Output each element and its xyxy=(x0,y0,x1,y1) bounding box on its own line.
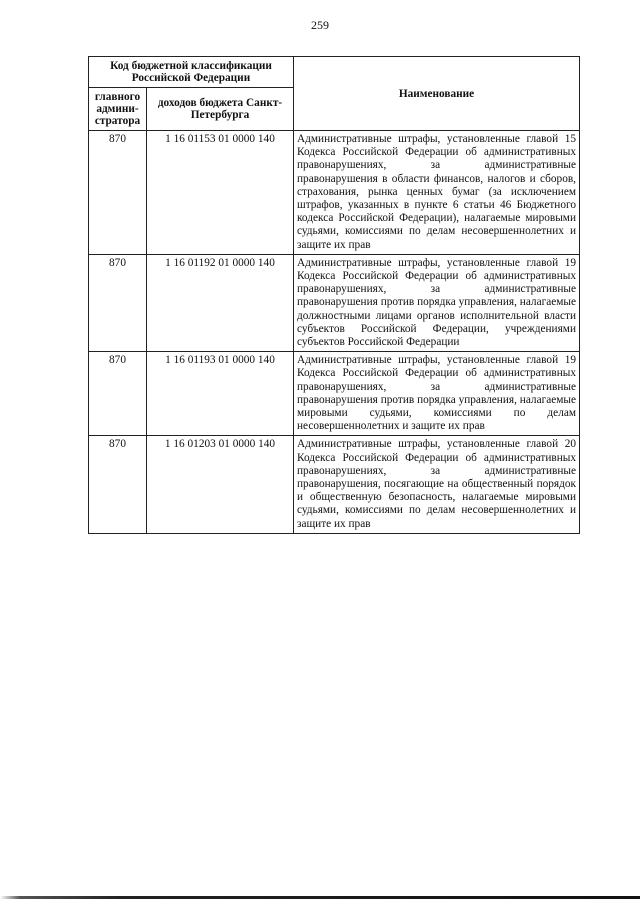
admin-code-cell: 870 xyxy=(89,352,147,436)
admin-code-cell: 870 xyxy=(89,131,147,255)
revenue-code-cell: 1 16 01153 01 0000 140 xyxy=(147,131,294,255)
header-budget-revenue-code: доходов бюджета Санкт-Петербурга xyxy=(147,88,294,131)
table-header-row xyxy=(89,57,580,88)
name-cell: Административные штрафы, установленные главой 20 Кодекса Российской Федерации об административных правонарушениях, за административные правонарушения, посягающие на общественный порядок и общественную безопасность, налагаемые мировыми судьями, комиссиями по делам несовершеннолетних и защите их прав xyxy=(294,436,580,533)
revenue-code-cell: 1 16 01203 01 0000 140 xyxy=(147,436,294,533)
revenue-code-cell: 1 16 01193 01 0000 140 xyxy=(147,352,294,436)
page-number: 259 xyxy=(311,18,329,32)
table-row xyxy=(89,352,580,436)
admin-code-cell: 870 xyxy=(89,436,147,533)
header-name: Наименование xyxy=(294,57,580,131)
admin-code-cell: 870 xyxy=(89,254,147,351)
name-cell: Административные штрафы, установленные главой 15 Кодекса Российской Федерации об административных правонарушениях, за административные правонарушения в области финансов, налогов и сборов, страхования, рынка ценных бумаг (за исключением штрафов, указанных в пункте 6 статьи 46 Бюджетного кодекса Российской Федерации), налагаемые мировыми судьями, комиссиями по делам несовершеннолетних и защите их прав xyxy=(294,131,580,255)
revenue-code-cell: 1 16 01192 01 0000 140 xyxy=(147,254,294,351)
table-row xyxy=(89,131,580,255)
name-cell: Административные штрафы, установленные главой 19 Кодекса Российской Федерации об административных правонарушениях, за административные правонарушения против порядка управления, налагаемые мировыми судьями, комиссиями по делам несовершеннолетних и защите их прав xyxy=(294,352,580,436)
budget-classification-table xyxy=(88,56,580,534)
header-classification-code: Код бюджетной классификации Российской Федерации xyxy=(89,57,294,88)
scan-edge-line xyxy=(0,896,640,899)
table-row xyxy=(89,254,580,351)
name-cell: Административные штрафы, установленные главой 19 Кодекса Российской Федерации об административных правонарушениях, за административные правонарушения против порядка управления, налагаемые должностными лицами органов исполнительной власти субъектов Российской Федерации, учреждениями субъектов Российской Федерации xyxy=(294,254,580,351)
header-main-administrator: главного админи-стратора xyxy=(89,88,147,131)
table-row xyxy=(89,436,580,533)
